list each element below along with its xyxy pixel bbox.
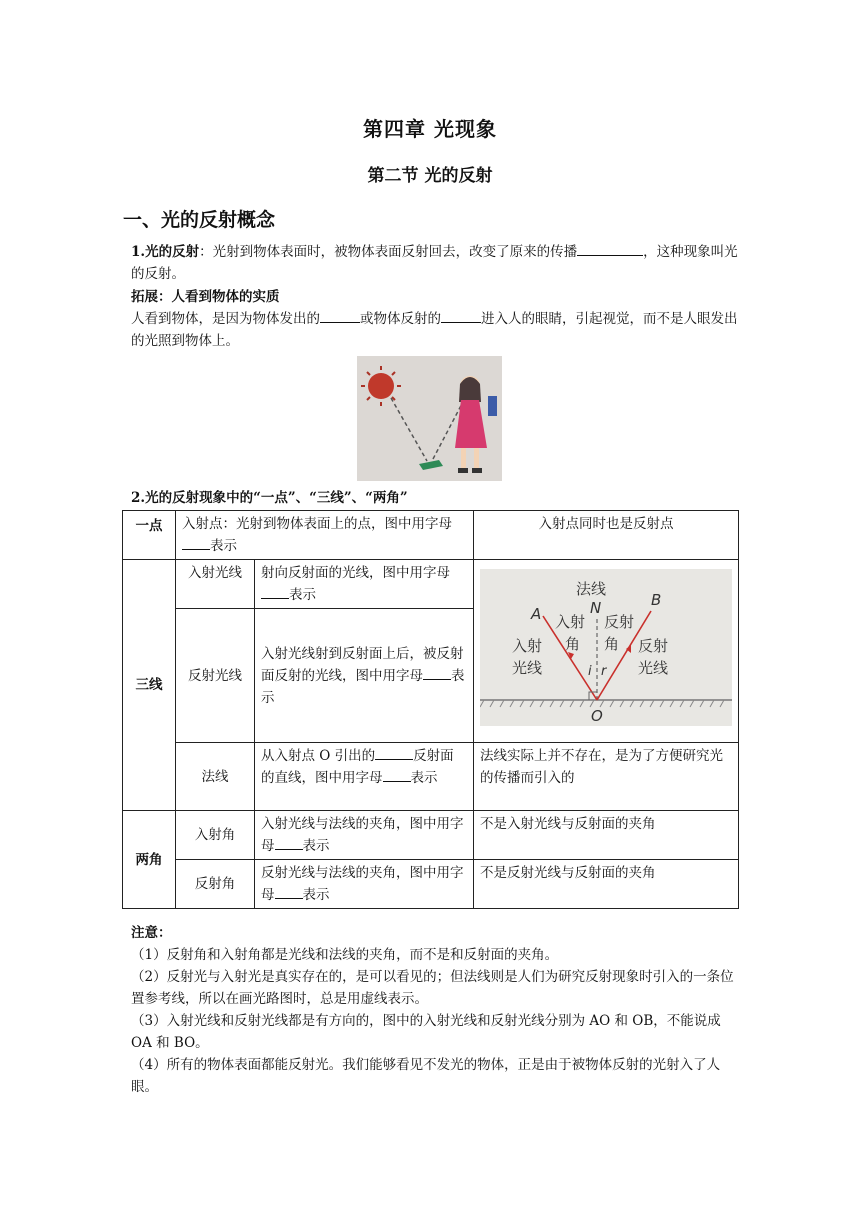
diagram-incident-ray-2: 光线 <box>512 659 543 677</box>
table-row-point <box>123 511 739 560</box>
definition-label: 1.光的反射 <box>131 244 200 260</box>
definition-text-a: ：光射到物体表面时，被物体表面反射回去，改变了原来的传播 <box>199 244 578 260</box>
diagram-reflected-ray-2: 光线 <box>638 659 669 677</box>
blank-normal-relation <box>375 745 413 760</box>
diagram-incident-ray-1: 入射 <box>512 637 543 655</box>
diagram-label-A: A <box>531 605 542 623</box>
note-item: （2）反射光与入射光是真实存在的，是可以看见的；但法线则是人们为研究反射现象时引入的一条位置参考线，所以在画光路图时，总是用虚线表示。 <box>131 969 734 1007</box>
normal-note: 法线实际上并不存在，是为了方便研究光的传播而引入的 <box>474 743 739 811</box>
table-row-incident-ray <box>123 560 739 609</box>
extension-paragraph <box>131 308 739 352</box>
diagram-label-O: O <box>591 707 603 725</box>
incident-ray-name: 入射光线 <box>176 560 255 609</box>
definition-text-b: ，这种现象叫光的反射。 <box>131 244 738 282</box>
blank-incident-angle-letter <box>275 835 303 850</box>
extension-title: 拓展：人看到物体的实质 <box>131 289 280 305</box>
group-lines: 三线 <box>123 560 176 811</box>
point-desc: 入射点：光射到物体表面上的点，图中用字母表示 <box>176 511 474 560</box>
diagram-reflected-angle-2: 角 <box>604 635 620 653</box>
reflected-ray-desc: 入射光线射到反射面上后，被反射面反射的光线，图中用字母 表示 <box>255 609 474 743</box>
table-row-reflected-angle <box>123 860 739 909</box>
point-lines-angles-title: 2.光的反射现象中的“一点”、“三线”、“两角” <box>131 490 408 506</box>
group-point: 一点 <box>123 511 176 560</box>
incident-angle-desc: 入射光线与法线的夹角，图中用字母 表示 <box>255 811 474 860</box>
normal-name: 法线 <box>176 743 255 811</box>
normal-desc: 从入射点 O 引出的 反射面的直线，图中用字母 表示 <box>255 743 474 811</box>
note-item: （3）入射光线和反射光线都是有方向的，图中的入射光线和反射光线分别为 AO 和 OB，不能说成 OA 和 BO。 <box>131 1013 721 1051</box>
extension-text-b: 或物体反射的 <box>360 311 441 327</box>
paragraph-reflection-definition <box>131 241 739 285</box>
note-item: （4）所有的物体表面都能反射光。我们能够看见不发光的物体，正是由于被物体反射的光射入了人眼。 <box>131 1057 721 1095</box>
reflection-diagram <box>480 569 732 726</box>
reflected-angle-name: 反射角 <box>176 860 255 909</box>
blank-normal-letter <box>383 767 411 782</box>
incident-angle-name: 入射角 <box>176 811 255 860</box>
reflection-diagram-cell <box>474 560 739 743</box>
table-row-incident-angle <box>123 811 739 860</box>
blank-point-letter <box>182 535 210 550</box>
sun-book-girl-illustration <box>357 356 502 481</box>
point-note: 入射点同时也是反射点 <box>474 511 739 560</box>
extension-text-c: 进入人的眼睛，引起视觉，而不是人眼发出的光照到物体上。 <box>131 311 738 349</box>
blank-emitted <box>320 308 360 323</box>
diagram-label-r: r <box>601 664 607 679</box>
blank-incident-ray-letter <box>261 584 289 599</box>
diagram-label-N: N <box>590 599 602 617</box>
table-row-normal <box>123 743 739 811</box>
diagram-normal-label: 法线 <box>576 580 607 598</box>
incident-ray-desc: 射向反射面的光线，图中用字母表示 <box>255 560 474 609</box>
group-angles: 两角 <box>123 811 176 909</box>
diagram-label-i: i <box>588 664 592 679</box>
notes-title: 注意： <box>131 925 172 941</box>
blank-reflected-ray-letter <box>423 665 451 680</box>
extension-text-a: 人看到物体，是因为物体发出的 <box>131 311 320 327</box>
heading-reflection-concept: 一、光的反射概念 <box>123 209 276 231</box>
diagram-reflected-angle-1: 反射 <box>604 613 635 631</box>
diagram-incident-angle-2: 角 <box>565 635 581 653</box>
notes-section <box>131 922 741 1098</box>
blank-direction <box>577 241 643 256</box>
diagram-label-B: B <box>651 591 662 609</box>
section-title: 第二节 光的反射 <box>367 166 493 186</box>
blank-reflected-angle-letter <box>275 884 303 899</box>
reflection-terms-table <box>122 510 739 909</box>
note-item: （1）反射角和入射角都是光线和法线的夹角，而不是和反射面的夹角。 <box>131 947 559 963</box>
chapter-title: 第四章 光现象 <box>363 117 497 141</box>
diagram-reflected-ray-1: 反射 <box>638 637 669 655</box>
diagram-incident-angle-1: 入射 <box>555 613 586 631</box>
blank-reflected <box>441 308 481 323</box>
reflected-angle-desc: 反射光线与法线的夹角，图中用字母 表示 <box>255 860 474 909</box>
incident-angle-note: 不是入射光线与反射面的夹角 <box>474 811 739 860</box>
reflected-angle-note: 不是反射光线与反射面的夹角 <box>474 860 739 909</box>
reflected-ray-name: 反射光线 <box>176 609 255 743</box>
